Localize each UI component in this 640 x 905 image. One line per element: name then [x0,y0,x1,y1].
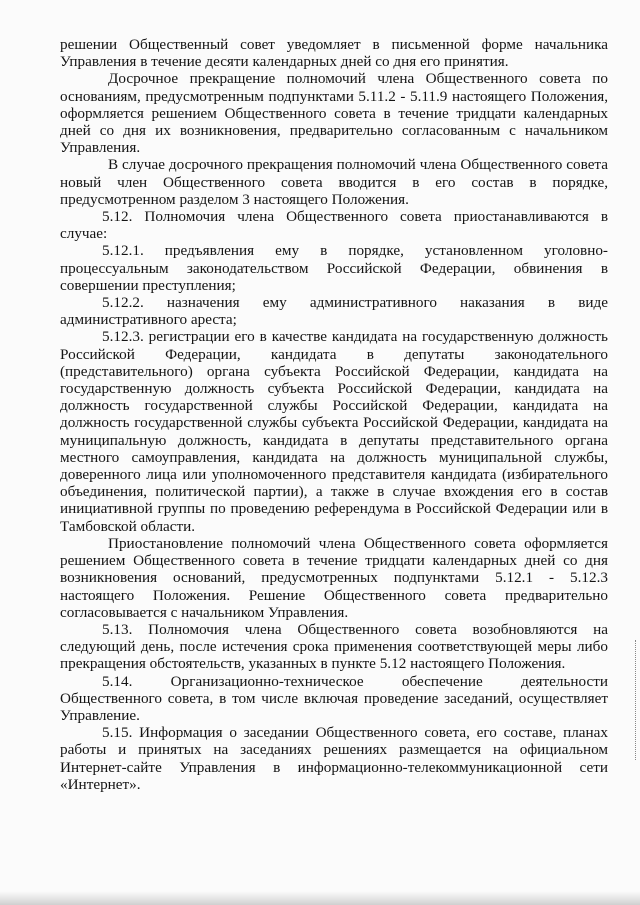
clause-5-12: 5.12. Полномочия члена Общественного совета приостанавливаются в случае: [60,208,608,243]
clause-5-14: 5.14. Организационно-техническое обеспечение деятельности Общественного совета, в том числе включая проведение заседаний, осуществляет Управление. [60,672,608,724]
paragraph-early-termination: Досрочное прекращение полномочий члена Общественного совета по основаниям, предусмотренным подпунктами 5.11.2 - 5.11.9 настоящего Положения, оформляется решением Общественного совета в течение тридцати календарных дней со дня их возникновения, предварительно согласованным с начальником Управления. [60,70,608,157]
clause-5-13: 5.13. Полномочия члена Общественного совета возобновляются на следующий день, после истечения срока применения соответствующей меры либо прекращения обстоятельств, указанных в пункте 5.12 настоящего Положения. [60,620,608,673]
scan-bottom-edge [0,891,640,905]
scan-margin-mark [635,640,638,760]
clause-5-15: 5.15. Информация о заседании Общественного совета, его составе, планах работы и принятых на заседаниях решениях размещается на официальном Интернет-сайте Управления в информационно-телекоммуникационной сети «Интернет». [60,724,608,793]
paragraph-new-member: В случае досрочного прекращения полномочий члена Общественного совета новый член Общественного совета вводится в его состав в порядке, предусмотренном разделом 3 настоящего Положения. [60,156,608,208]
document-body [60,36,608,793]
clause-5-12-2: 5.12.2. назначения ему административного наказания в виде административного ареста; [60,294,608,329]
paragraph-continuation: решении Общественный совет уведомляет в письменной форме начальника Управления в течение десяти календарных дней со дня его принятия. [60,36,608,71]
clause-5-12-3: 5.12.3. регистрации его в качестве кандидата на государственную должность Российской Федерации, кандидата в депутаты законодательного (представительного) органа субъекта Российской Федерации, кандидата на государственную должность субъекта Российской Федерации, кандидата на должность государственной службы Российской Федерации, кандидата на должность государственной службы субъекта Российской Федерации, кандидата на муниципальную должность, кандидата в депутаты представительного органа местного самоуправления, кандидата на должность муниципальной службы, доверенного лица или уполномоченного представителя кандидата (избирательного объединения, политической партии), а также в случае вхождения его в состав инициативной группы по проведению референдума в Российской Федерации или в Тамбовской области. [60,328,608,535]
paragraph-suspension: Приостановление полномочий члена Общественного совета оформляется решением Общественного совета в течение тридцати календарных дней со дня возникновения оснований, предусмотренных подпунктами 5.12.1 - 5.12.3 настоящего Положения. Решение Общественного совета предварительно согласовывается с начальником Управления. [60,534,608,621]
clause-5-12-1: 5.12.1. предъявления ему в порядке, установленном уголовно-процессуальным законодательством Российской Федерации, обвинения в совершении преступления; [60,242,608,294]
